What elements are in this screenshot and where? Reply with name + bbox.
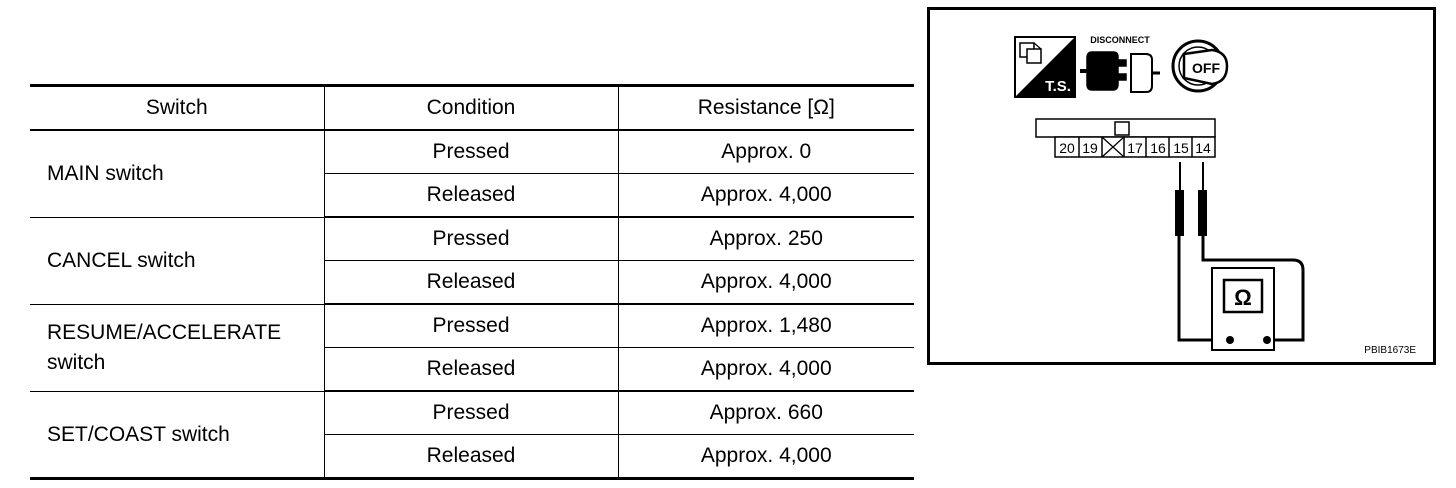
- resistance-spec-table: [30, 84, 914, 480]
- table-row: [30, 304, 914, 348]
- header-condition: Condition: [324, 86, 618, 131]
- terminal-label: 20: [1059, 140, 1075, 156]
- condition-cell: Released: [324, 435, 618, 479]
- resistance-cell: Approx. 4,000: [618, 348, 914, 392]
- condition-cell: Released: [324, 174, 618, 218]
- terminal-label: 14: [1195, 140, 1211, 156]
- condition-cell: Pressed: [324, 304, 618, 348]
- condition-cell: Pressed: [324, 391, 618, 435]
- terminal-label: 16: [1150, 140, 1166, 156]
- resistance-cell: Approx. 0: [618, 130, 914, 174]
- disconnect-label: DISCONNECT: [1090, 35, 1150, 45]
- header-switch: Switch: [30, 86, 324, 131]
- condition-cell: Pressed: [324, 217, 618, 261]
- table-row: [30, 217, 914, 261]
- switch-name-cell: MAIN switch: [30, 130, 324, 217]
- switch-name-cell: SET/COAST switch: [30, 391, 324, 479]
- connector-block: [1036, 119, 1215, 157]
- header-resistance: Resistance [Ω]: [618, 86, 914, 131]
- ohmmeter-icon: [1212, 268, 1274, 350]
- tech-service-icon: [1015, 37, 1075, 97]
- disconnect-connector-icon: [1080, 35, 1160, 92]
- ohm-symbol: Ω: [1234, 285, 1252, 310]
- resistance-cell: Approx. 4,000: [618, 261, 914, 305]
- terminal-label: 17: [1127, 140, 1143, 156]
- figure-svg: [930, 10, 1433, 362]
- connector-check-figure: [927, 7, 1436, 365]
- table-row: [30, 391, 914, 435]
- ts-label: T.S.: [1045, 78, 1071, 95]
- table-row: [30, 130, 914, 174]
- switch-name-cell: RESUME/ACCELERATE switch: [30, 304, 324, 391]
- resistance-cell: Approx. 250: [618, 217, 914, 261]
- ignition-off-key-icon: [1173, 41, 1227, 91]
- resistance-cell: Approx. 1,480: [618, 304, 914, 348]
- ignition-off-label: OFF: [1192, 60, 1220, 76]
- table-header-row: [30, 86, 914, 131]
- figure-code: PBIB1673E: [1364, 345, 1416, 356]
- resistance-cell: Approx. 660: [618, 391, 914, 435]
- resistance-cell: Approx. 4,000: [618, 435, 914, 479]
- resistance-cell: Approx. 4,000: [618, 174, 914, 218]
- condition-cell: Pressed: [324, 130, 618, 174]
- condition-cell: Released: [324, 348, 618, 392]
- condition-cell: Released: [324, 261, 618, 305]
- terminal-label: 15: [1173, 140, 1189, 156]
- switch-name-cell: CANCEL switch: [30, 217, 324, 304]
- terminal-label: 19: [1082, 140, 1098, 156]
